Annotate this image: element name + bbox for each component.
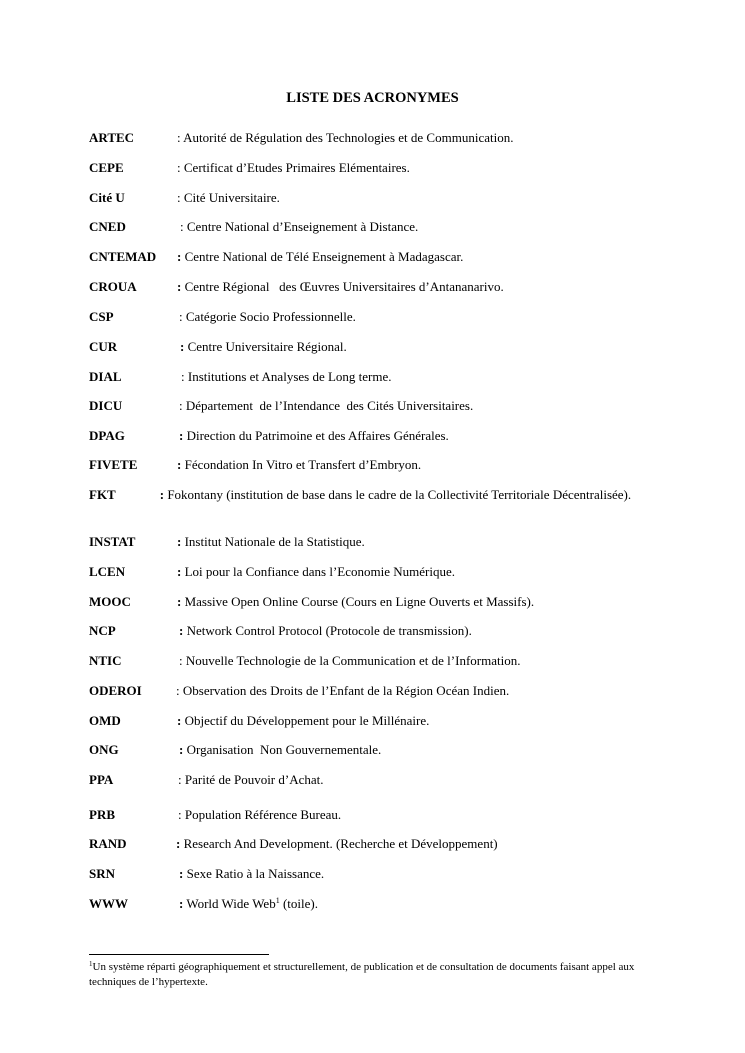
acronym-entry (89, 308, 649, 325)
acronym-separator: : (177, 534, 182, 549)
acronym-separator: : (176, 836, 181, 851)
acronym-entry (89, 835, 649, 852)
acronym-entry (89, 278, 649, 295)
acronym-separator: : (178, 807, 182, 822)
acronym-term: OMD (89, 713, 121, 728)
acronym-separator: : (177, 457, 182, 472)
acronym-entry (89, 248, 649, 265)
acronym-term: NTIC (89, 653, 122, 668)
acronym-definition: Loi pour la Confiance dans l’Economie Numérique. (184, 564, 455, 579)
acronym-definition: Institutions et Analyses de Long terme. (187, 369, 392, 384)
acronym-definition: Sexe Ratio à la Naissance. (186, 866, 325, 881)
acronym-entry (89, 895, 649, 912)
acronym-separator: : (177, 190, 181, 205)
acronym-entry (89, 622, 649, 639)
acronym-entry (89, 563, 649, 580)
acronym-separator: : (177, 249, 182, 264)
acronym-entry (89, 338, 649, 355)
acronym-term: FIVETE (89, 457, 138, 472)
acronym-definition: Autorité de Régulation des Technologies et de Communication. (183, 130, 514, 145)
acronym-definition: Catégorie Socio Professionnelle. (185, 309, 356, 324)
footnote-reference[interactable]: 1 (275, 896, 280, 905)
acronym-entry (89, 771, 649, 788)
acronym-separator: : (181, 369, 185, 384)
acronym-separator: : (180, 339, 185, 354)
acronym-separator: : (180, 219, 184, 234)
acronym-definition: Nouvelle Technologie de la Communication et de l’Information. (185, 653, 521, 668)
acronym-term: ODEROI (89, 683, 142, 698)
acronym-definition: Centre Régional des Œuvres Universitaires d’Antananarivo. (184, 279, 504, 294)
acronym-separator: : (177, 564, 182, 579)
acronym-separator: : (179, 896, 184, 911)
acronym-entry (89, 486, 649, 503)
acronym-entry (89, 593, 649, 610)
acronym-entry (89, 189, 649, 206)
footnote-divider (89, 954, 269, 955)
acronym-definition: Network Control Protocol (Protocole de transmission). (186, 623, 472, 638)
acronym-term: CNED (89, 219, 126, 234)
acronym-term: MOOC (89, 594, 131, 609)
acronym-separator: : (177, 713, 182, 728)
acronym-definition: Département de l’Intendance des Cités Universitaires. (185, 398, 474, 413)
acronym-entry (89, 806, 649, 823)
acronym-definition: Centre National d’Enseignement à Distance. (186, 219, 419, 234)
footnote-text: Un système réparti géographiquement et structurellement, de publication et de consultation de documents faisant appel aux techniques de l’hypertexte. (89, 961, 635, 988)
footnote-marker: 1 (89, 960, 93, 968)
acronym-term: CSP (89, 309, 114, 324)
acronym-term: LCEN (89, 564, 126, 579)
acronym-definition: Centre Universitaire Régional. (187, 339, 347, 354)
acronym-definition: Objectif du Développement pour le Millénaire. (184, 713, 430, 728)
acronym-term: ONG (89, 742, 119, 757)
acronym-term: PPA (89, 772, 114, 787)
footnote (89, 960, 649, 990)
acronym-term: SRN (89, 866, 116, 881)
acronym-term: CEPE (89, 160, 124, 175)
acronym-term: DICU (89, 398, 123, 413)
acronym-term: Cité U (89, 190, 125, 205)
acronym-definition: Organisation Non Gouvernementale. (186, 742, 382, 757)
acronym-definition-suffix: (toile). (279, 896, 318, 911)
acronym-separator: : (177, 160, 181, 175)
acronym-separator: : (177, 594, 182, 609)
acronym-separator: : (176, 683, 180, 698)
acronym-separator: : (178, 772, 182, 787)
acronym-definition: Massive Open Online Course (Cours en Ligne Ouverts et Massifs). (184, 594, 535, 609)
acronym-separator: : (177, 130, 181, 145)
acronym-separator: : (179, 623, 184, 638)
acronym-definition: Parité de Pouvoir d’Achat. (184, 772, 324, 787)
acronym-entry (89, 456, 649, 473)
acronym-entry (89, 741, 649, 758)
acronym-term: INSTAT (89, 534, 136, 549)
acronym-term: CROUA (89, 279, 137, 294)
acronym-term: CUR (89, 339, 118, 354)
acronym-separator: : (159, 487, 165, 502)
acronym-entry (89, 682, 649, 699)
acronym-definition: Institut Nationale de la Statistique. (184, 534, 365, 549)
acronym-term: DPAG (89, 428, 125, 443)
acronym-entry (89, 427, 649, 444)
acronym-entry (89, 865, 649, 882)
acronym-term: FKT (89, 487, 116, 502)
acronym-definition: Cité Universitaire. (183, 190, 280, 205)
acronym-entry (89, 218, 649, 235)
page-title: LISTE DES ACRONYMES (286, 90, 459, 106)
acronym-entry (89, 533, 649, 550)
acronym-entry (89, 159, 649, 176)
acronym-definition: Population Référence Bureau. (184, 807, 342, 822)
acronym-definition: Research And Development. (Recherche et Développement) (183, 836, 498, 851)
acronym-term: WWW (89, 896, 128, 911)
acronym-entry (89, 397, 649, 414)
acronym-term: PRB (89, 807, 115, 822)
acronym-separator: : (179, 309, 183, 324)
acronym-term: ARTEC (89, 130, 135, 145)
acronym-separator: : (179, 428, 184, 443)
acronym-separator: : (179, 398, 183, 413)
acronym-term: RAND (89, 836, 127, 851)
acronym-separator: : (179, 866, 184, 881)
acronym-separator: : (177, 279, 182, 294)
acronym-definition: Direction du Patrimoine et des Affaires Générales. (186, 428, 449, 443)
acronym-definition: World Wide Web (186, 896, 276, 911)
acronym-separator: : (179, 742, 184, 757)
acronym-term: NCP (89, 623, 116, 638)
acronym-entry (89, 368, 649, 385)
acronym-entry (89, 712, 649, 729)
acronym-entry (89, 129, 649, 146)
acronym-term: DIAL (89, 369, 122, 384)
acronym-definition: Fécondation In Vitro et Transfert d’Embryon. (184, 457, 422, 472)
acronym-term: CNTEMAD (89, 249, 157, 264)
acronym-separator: : (179, 653, 183, 668)
acronym-definition: Certificat d’Etudes Primaires Elémentaires. (183, 160, 410, 175)
acronym-definition: Observation des Droits de l’Enfant de la Région Océan Indien. (182, 683, 510, 698)
acronym-definition: Fokontany (institution de base dans le cadre de la Collectivité Territoriale Décentralisée). (167, 487, 632, 502)
acronym-entry (89, 652, 649, 669)
acronym-definition: Centre National de Télé Enseignement à Madagascar. (184, 249, 464, 264)
